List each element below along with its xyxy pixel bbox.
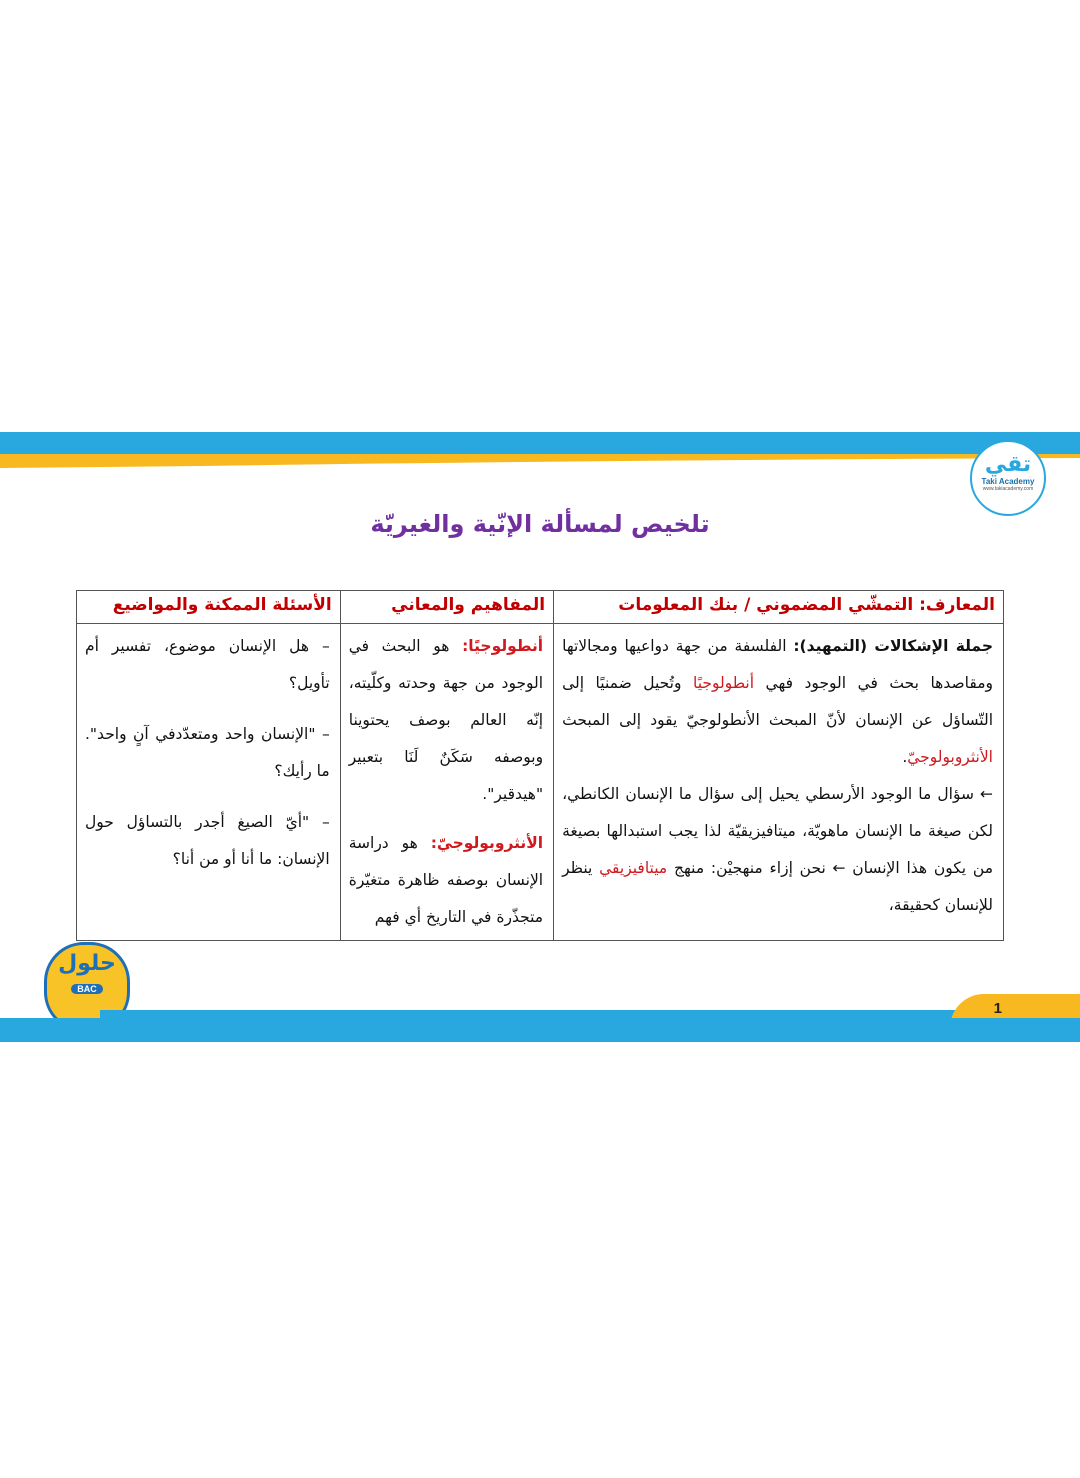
badge-line-1: حلول	[58, 951, 116, 976]
term-metaphysical: ميتافيزيقي	[599, 859, 668, 877]
questions-cell	[77, 624, 341, 941]
page-title: تلخيص لمسألة الإنّية والغيريّة	[370, 510, 710, 538]
concept-def-2: هو دراسة الإنسان بوصفه ظاهرة متغيّرة متجذّرة في التاريخ أي فهم	[348, 834, 544, 926]
text-span: وتُحيل ضمنيًا إلى التّساؤل عن الإنسان لأنّ المبحث الأنطولوجيّ يقود إلى المبحث	[562, 674, 993, 729]
top-blue-band	[0, 432, 1080, 454]
concept-def-1: هو البحث في الوجود من جهة وحدته وكلّيته، إنّه العالم بوصف يحتوينا وبوصفه سَكَنٌ لَنَا بتعبير "هيدقير".	[348, 637, 544, 803]
text-span: .	[902, 748, 908, 766]
concepts-cell	[340, 624, 553, 941]
question-item: – "الإنسان واحد ومتعدّدفي آنٍ واحد". ما رأيك؟	[85, 725, 330, 780]
logo-url: www.takiacademy.com	[982, 486, 1034, 492]
slide	[0, 432, 1080, 1042]
page-number: 1	[993, 1000, 1002, 1017]
knowledge-paragraph-1	[562, 628, 993, 776]
concept-ontology	[349, 628, 543, 813]
concept-term-2: الأنثروبولوجيّ:	[430, 834, 544, 852]
problems-label: جملة الإشكالات (التمهيد):	[793, 637, 993, 655]
table-header-row	[77, 591, 1004, 624]
text-span: ← سؤال ما الوجود الأرسطي يحيل إلى سؤال ما الإنسان الكانطي، لكن صيغة ما الإنسان ماهويّة، ميتافيزيقيّة لذا يجب استبدالها بصيغة من يكون هذا الإنسان ← نحن إزاء منهجيْن: منهج	[562, 785, 993, 877]
text-span: ينظر للإنسان كحقيقة،	[562, 859, 993, 914]
taki-academy-logo	[970, 440, 1046, 516]
logo-name: Taki Academy	[981, 477, 1035, 486]
header-questions: الأسئلة الممكنة والمواضيع	[77, 591, 341, 624]
header-knowledge: المعارف: التمشّي المضموني / بنك المعلومات	[554, 591, 1004, 624]
bottom-blue-band	[0, 1018, 1080, 1042]
table-row	[77, 624, 1004, 941]
question-item: – هل الإنسان موضوع، تفسير أم تأويل؟	[85, 637, 330, 692]
concept-anthropology	[349, 825, 543, 936]
term-anthropological: الأنثروبولوجيّ	[907, 748, 993, 766]
knowledge-paragraph-2	[562, 776, 993, 924]
top-yellow-wave	[0, 454, 1080, 468]
concept-term-1: أنطولوجيًا:	[462, 637, 544, 655]
text-span: الفلسفة من جهة دواعيها ومجالاتها ومقاصدها بحث في الوجود فهي	[562, 637, 993, 692]
summary-table	[76, 590, 1004, 941]
bottom-thin-line	[100, 1010, 960, 1018]
term-ontological: أنطولوجيًا	[692, 674, 755, 692]
question-item: – "أيّ الصيغ أجدر بالتساؤل حول الإنسان: ما أنا أو من أنا؟	[85, 813, 330, 868]
header-concepts: المفاهيم والمعاني	[340, 591, 553, 624]
logo-mark: تقي	[984, 452, 1032, 477]
badge-line-2: BAC	[71, 984, 103, 994]
knowledge-cell	[554, 624, 1004, 941]
